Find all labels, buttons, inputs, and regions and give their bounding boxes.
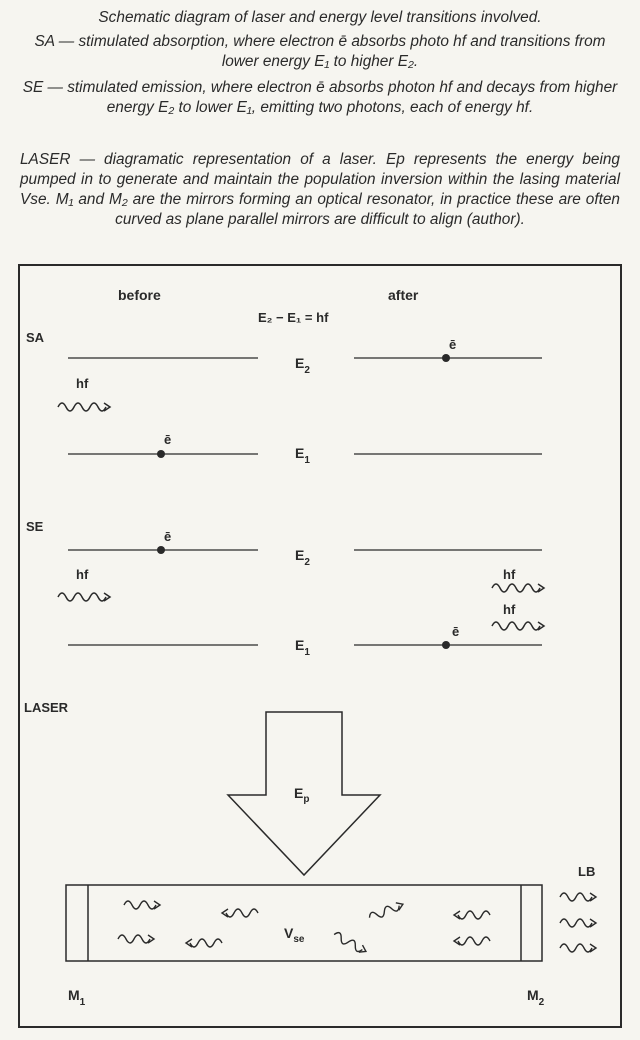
sa-photon-icon [58,403,110,411]
beam-label: LB [578,864,596,879]
se-photon-out1-icon [492,584,544,592]
mirror-m1-label: $M_1$ [68,987,86,1008]
sa-before-electron-label: ē [164,432,172,447]
sa-e1-label: $E_1$ [295,445,310,466]
sa-e2-label: $E_2$ [295,355,310,376]
se-photon-out2-label: hf [503,602,516,617]
caption-title: Schematic diagram of laser and energy level transitions involved. [98,9,542,26]
sa-before-electron [157,450,165,458]
se-before-electron-label: ē [164,529,172,544]
se-after-electron-label: ē [452,624,460,639]
se-after-electron [442,641,450,649]
se-photon-out1-label: hf [503,567,516,582]
cavity-photon-4 [454,911,490,919]
caption-laser: LASER — diagramatic representation of a laser. Ep represents the energy being pumped in to generate and maintain the population inversion within the lasing material Vse. M₁ and M₂ are the mirrors forming an optical resonator, in practice these are often curved as plane parallel mirrors are difficult to align (author). [20,151,620,228]
label-se: SE [26,519,44,534]
cavity-photon-3 [368,901,404,922]
se-photon-out2-icon [492,622,544,630]
mirror-m2-label: $M_2$ [527,987,545,1008]
pump-label: $E_p$ [294,785,310,805]
cavity-photon-1 [124,901,160,909]
label-sa: SA [26,330,45,345]
label-after: after [388,287,419,303]
sa-after-electron [442,354,450,362]
caption-sa: SA — stimulated absorption, where electron ē absorbs photo hf and transitions from lower energy E₁ to higher E₂. [34,33,606,70]
cavity-photon-5 [118,935,154,943]
cavity-photon-8 [454,937,490,945]
beam-photon-2 [560,919,596,927]
se-e1-label: $E_1$ [295,637,310,658]
sa-photon-label: hf [76,376,89,391]
energy-equation: E₂ − E₁ = hf [258,310,329,325]
medium-label: $V_{se}$ [284,925,305,945]
se-e2-label: $E_2$ [295,547,310,568]
sa-after-electron-label: ē [449,337,457,352]
se-before-electron [157,546,165,554]
cavity-photon-2 [222,909,258,917]
cavity-photon-7 [332,931,368,955]
beam-photon-3 [560,944,596,952]
beam-photon-1 [560,893,596,901]
lasing-medium [66,885,542,961]
cavity-photon-6 [186,939,222,947]
caption-se: SE — stimulated emission, where electron ē absorbs photon hf and decays from higher energy E₂ to lower E₁, emitting two photons, each of energy hf. [22,79,618,116]
label-laser: LASER [24,700,69,715]
label-before: before [118,287,161,303]
se-photon-in-label: hf [76,567,89,582]
se-photon-in-icon [58,593,110,601]
